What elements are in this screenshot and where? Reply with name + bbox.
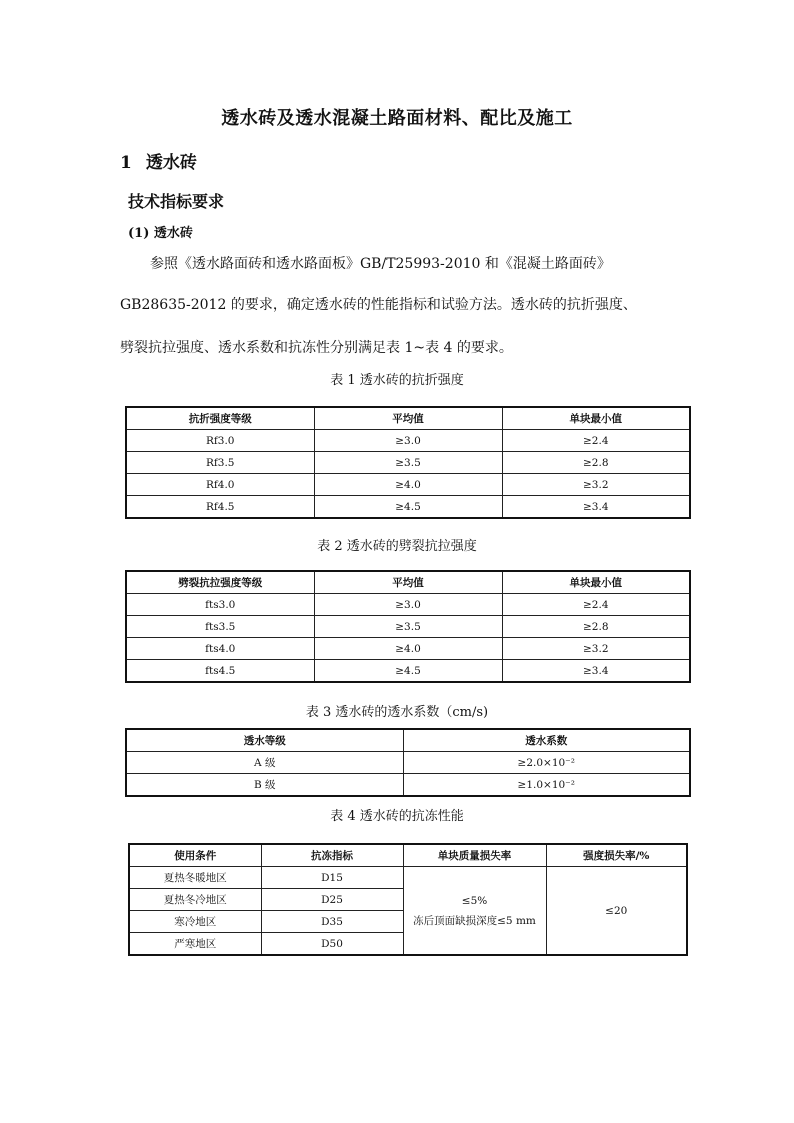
table-cell: ≥4.5 <box>314 496 502 519</box>
table-cell: ≥4.5 <box>314 660 502 683</box>
table-cell: A 级 <box>126 752 403 774</box>
table-header-row <box>129 844 687 867</box>
table-cell: ≥3.4 <box>502 660 690 683</box>
table1-caption: 表 1 透水砖的抗折强度 <box>330 373 464 388</box>
table-header: 平均值 <box>314 407 502 430</box>
table-header: 抗冻指标 <box>261 844 403 867</box>
table-cell: ≥2.4 <box>502 430 690 452</box>
section-heading <box>120 148 197 173</box>
table-cell: 夏热冬冷地区 <box>129 889 261 911</box>
table-cell: 严寒地区 <box>129 933 261 956</box>
table-cell: ≥4.0 <box>314 638 502 660</box>
table-row <box>126 774 690 797</box>
table-header-row <box>126 571 690 594</box>
table-cell: ≥4.0 <box>314 474 502 496</box>
table-cell: B 级 <box>126 774 403 797</box>
table-header: 平均值 <box>314 571 502 594</box>
table-row <box>126 638 690 660</box>
table-cell: Rf4.5 <box>126 496 314 519</box>
table-cell: fts3.5 <box>126 616 314 638</box>
table-cell: fts3.0 <box>126 594 314 616</box>
table-header: 单块最小值 <box>502 571 690 594</box>
table-header: 单块质量损失率 <box>403 844 546 867</box>
table-cell: ≥3.0 <box>314 430 502 452</box>
table-header: 透水系数 <box>403 729 690 752</box>
table-cell: ≥2.8 <box>502 452 690 474</box>
table-cell: ≥1.0×10⁻² <box>403 774 690 797</box>
strength-loss-cell: ≤20 <box>546 867 687 956</box>
table-row <box>126 496 690 519</box>
table-cell: ≥3.0 <box>314 594 502 616</box>
mass-loss-cell <box>403 867 546 956</box>
table-row <box>126 660 690 683</box>
frost-resistance-table <box>128 843 688 956</box>
table-cell: Rf3.0 <box>126 430 314 452</box>
table-row <box>126 752 690 774</box>
table-header: 透水等级 <box>126 729 403 752</box>
table-cell: fts4.0 <box>126 638 314 660</box>
table-cell: ≥2.4 <box>502 594 690 616</box>
table-row <box>126 616 690 638</box>
table-header: 单块最小值 <box>502 407 690 430</box>
paragraph-line-1: 参照《透水路面砖和透水路面板》GB/T25993-2010 和《混凝土路面砖》 <box>150 256 611 272</box>
table-cell: D15 <box>261 867 403 889</box>
table-row <box>126 474 690 496</box>
subsection-heading: 技术指标要求 <box>128 192 225 211</box>
table3-caption: 表 3 透水砖的透水系数（cm/s) <box>305 705 489 720</box>
table-cell: ≥3.5 <box>314 616 502 638</box>
table-cell: fts4.5 <box>126 660 314 683</box>
table-row <box>126 430 690 452</box>
table-cell: ≥2.0×10⁻² <box>403 752 690 774</box>
document-title: 透水砖及透水混凝土路面材料、配比及施工 <box>221 108 573 129</box>
table-row <box>129 867 687 889</box>
table-cell: Rf4.0 <box>126 474 314 496</box>
splitting-tensile-table <box>125 570 691 683</box>
table-cell: 寒冷地区 <box>129 911 261 933</box>
section-title: 透水砖 <box>145 153 197 173</box>
table-header: 劈裂抗拉强度等级 <box>126 571 314 594</box>
table-cell: Rf3.5 <box>126 452 314 474</box>
paragraph-line-3: 劈裂抗拉强度、透水系数和抗冻性分别满足表 1~表 4 的要求。 <box>120 340 513 356</box>
table-cell: D35 <box>261 911 403 933</box>
table-cell: ≥3.5 <box>314 452 502 474</box>
table-header: 使用条件 <box>129 844 261 867</box>
table2-caption: 表 2 透水砖的劈裂抗拉强度 <box>317 539 477 554</box>
table-cell: ≥3.4 <box>502 496 690 519</box>
table-cell: ≥3.2 <box>502 474 690 496</box>
table-cell: ≥3.2 <box>502 638 690 660</box>
flexural-strength-table <box>125 406 691 519</box>
table-header: 抗折强度等级 <box>126 407 314 430</box>
table-row <box>126 452 690 474</box>
table4-caption: 表 4 透水砖的抗冻性能 <box>330 809 464 824</box>
defect-depth-value: 冻后顶面缺损深度≤5 mm <box>413 914 536 927</box>
table-header-row <box>126 407 690 430</box>
table-cell: D50 <box>261 933 403 956</box>
table-header-row <box>126 729 690 752</box>
table-cell: D25 <box>261 889 403 911</box>
table-cell: 夏热冬暖地区 <box>129 867 261 889</box>
table-row <box>126 594 690 616</box>
table-cell: ≥2.8 <box>502 616 690 638</box>
section-number: 1 <box>120 153 132 173</box>
item-heading: (1) 透水砖 <box>128 226 193 241</box>
permeability-table <box>125 728 691 797</box>
table-header: 强度损失率/% <box>546 844 687 867</box>
mass-loss-value: ≤5% <box>461 894 488 907</box>
paragraph-line-2: GB28635-2012 的要求，确定透水砖的性能指标和试验方法。透水砖的抗折强度、 <box>120 297 637 313</box>
